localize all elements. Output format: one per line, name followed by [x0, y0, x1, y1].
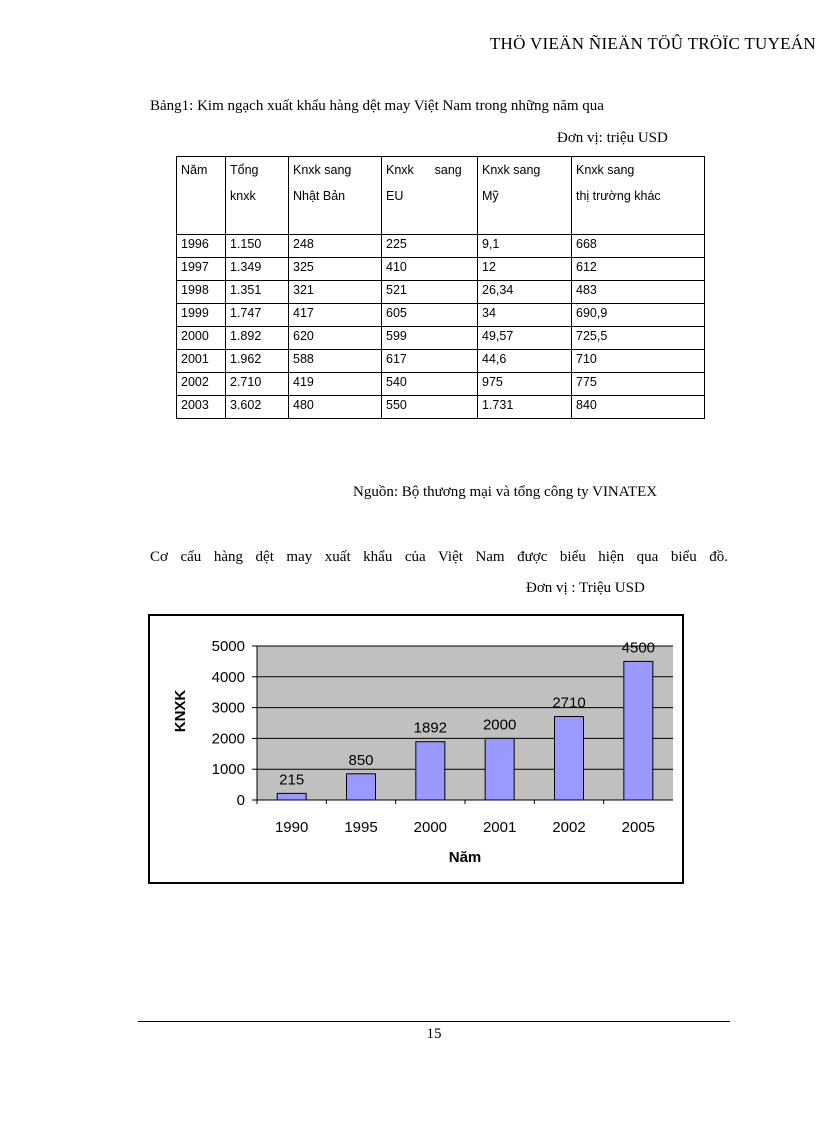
table-cell: 2001 [177, 350, 226, 373]
table-cell: 419 [289, 373, 382, 396]
table-cell: 2002 [177, 373, 226, 396]
footer-rule [138, 1021, 730, 1022]
table-cell: 3.602 [226, 396, 289, 419]
x-tick-label: 1995 [344, 819, 378, 836]
header-cell-other: Knxk sang thị trường khác [572, 157, 705, 235]
table-cell: 1.150 [226, 235, 289, 258]
chart-unit: Đơn vị : Triệu USD [526, 580, 645, 596]
table-cell: 9,1 [478, 235, 572, 258]
x-tick-label: 2000 [413, 819, 448, 836]
y-axis-title: KNXK [172, 689, 189, 733]
chart-frame [148, 614, 684, 884]
bar [624, 661, 653, 800]
y-tick-label: 1000 [211, 761, 245, 779]
table-row [177, 281, 705, 304]
x-tick-label: 2005 [621, 819, 656, 836]
table-row [177, 258, 705, 281]
table-cell: 1.962 [226, 350, 289, 373]
table-cell: 1.747 [226, 304, 289, 327]
y-tick-label: 0 [236, 792, 245, 809]
table-cell: 588 [289, 350, 382, 373]
table-row [177, 396, 705, 419]
data-label: 215 [279, 771, 305, 789]
table-cell: 725,5 [572, 327, 705, 350]
table-unit: Đơn vị: triệu USD [557, 130, 668, 146]
table-cell: 225 [382, 235, 478, 258]
table-cell: 2000 [177, 327, 226, 350]
bar [347, 774, 376, 800]
table-cell: 248 [289, 235, 382, 258]
export-table [176, 156, 705, 419]
table-cell: 605 [382, 304, 478, 327]
page-number: 15 [426, 1026, 442, 1042]
table-cell: 483 [572, 281, 705, 304]
header-cell-japan: Knxk sang Nhật Bản [289, 157, 382, 235]
x-axis-title: Năm [448, 849, 482, 866]
table-cell: 1.731 [478, 396, 572, 419]
table-cell: 620 [289, 327, 382, 350]
table-cell: 44,6 [478, 350, 572, 373]
bar-chart [150, 616, 682, 882]
table-caption: Bảng1: Kim ngạch xuất khẩu hàng dệt may Việt Nam trong những năm qua [150, 98, 604, 114]
table-source: Nguồn: Bộ thương mại và tổng công ty VINATEX [353, 484, 658, 500]
x-tick-label: 2002 [552, 819, 586, 836]
table-cell: 710 [572, 350, 705, 373]
table-cell: 417 [289, 304, 382, 327]
table-cell: 325 [289, 258, 382, 281]
table-row [177, 304, 705, 327]
y-tick-label: 4000 [211, 668, 245, 686]
data-label: 850 [348, 751, 374, 769]
table-cell: 521 [382, 281, 478, 304]
table-cell: 617 [382, 350, 478, 373]
data-label: 1892 [413, 719, 448, 737]
table-cell: 34 [478, 304, 572, 327]
table-cell: 26,34 [478, 281, 572, 304]
x-tick-label: 1990 [274, 819, 309, 836]
bar [485, 738, 514, 800]
table-cell: 2003 [177, 396, 226, 419]
header-cell-total: Tổng knxk [226, 157, 289, 235]
table-cell: 1999 [177, 304, 226, 327]
table-cell: 12 [478, 258, 572, 281]
table-cell: 540 [382, 373, 478, 396]
data-label: 2710 [552, 694, 586, 712]
table-cell: 1.349 [226, 258, 289, 281]
bar [277, 793, 306, 800]
plot-area [257, 646, 673, 800]
y-tick-label: 5000 [211, 638, 245, 655]
table-cell: 975 [478, 373, 572, 396]
table-cell: 599 [382, 327, 478, 350]
table-cell: 1996 [177, 235, 226, 258]
table-header-row [177, 157, 705, 235]
x-tick-label: 2001 [482, 819, 517, 836]
header-cell-us: Knxk sang Mỹ [478, 157, 572, 235]
table-cell: 550 [382, 396, 478, 419]
table-cell: 321 [289, 281, 382, 304]
table-cell: 410 [382, 258, 478, 281]
table-row [177, 373, 705, 396]
header-cell-year: Năm [177, 157, 226, 235]
table-row [177, 235, 705, 258]
table-cell: 480 [289, 396, 382, 419]
table-cell: 775 [572, 373, 705, 396]
table-cell: 2.710 [226, 373, 289, 396]
data-label: 2000 [482, 716, 517, 734]
chart-intro-paragraph: Cơ cấu hàng dệt may xuất khẩu của Việt Nam được biểu hiện qua biểu đồ. [150, 549, 728, 565]
table-cell: 690,9 [572, 304, 705, 327]
data-label: 4500 [621, 639, 656, 657]
header-cell-eu: Knxk sang EU [382, 157, 478, 235]
table-cell: 49,57 [478, 327, 572, 350]
page-header: THÖ VIEÄN ÑIEÄN TÖÛ TRÖÏC TUYEÁN [489, 34, 816, 53]
table-cell: 668 [572, 235, 705, 258]
bar [416, 742, 445, 800]
table-cell: 840 [572, 396, 705, 419]
table-cell: 1997 [177, 258, 226, 281]
y-tick-label: 3000 [211, 699, 245, 717]
table-cell: 1.892 [226, 327, 289, 350]
table-cell: 1.351 [226, 281, 289, 304]
table-cell: 612 [572, 258, 705, 281]
table-row [177, 350, 705, 373]
table-row [177, 327, 705, 350]
y-tick-label: 2000 [211, 730, 245, 748]
bar [555, 717, 584, 800]
table-cell: 1998 [177, 281, 226, 304]
